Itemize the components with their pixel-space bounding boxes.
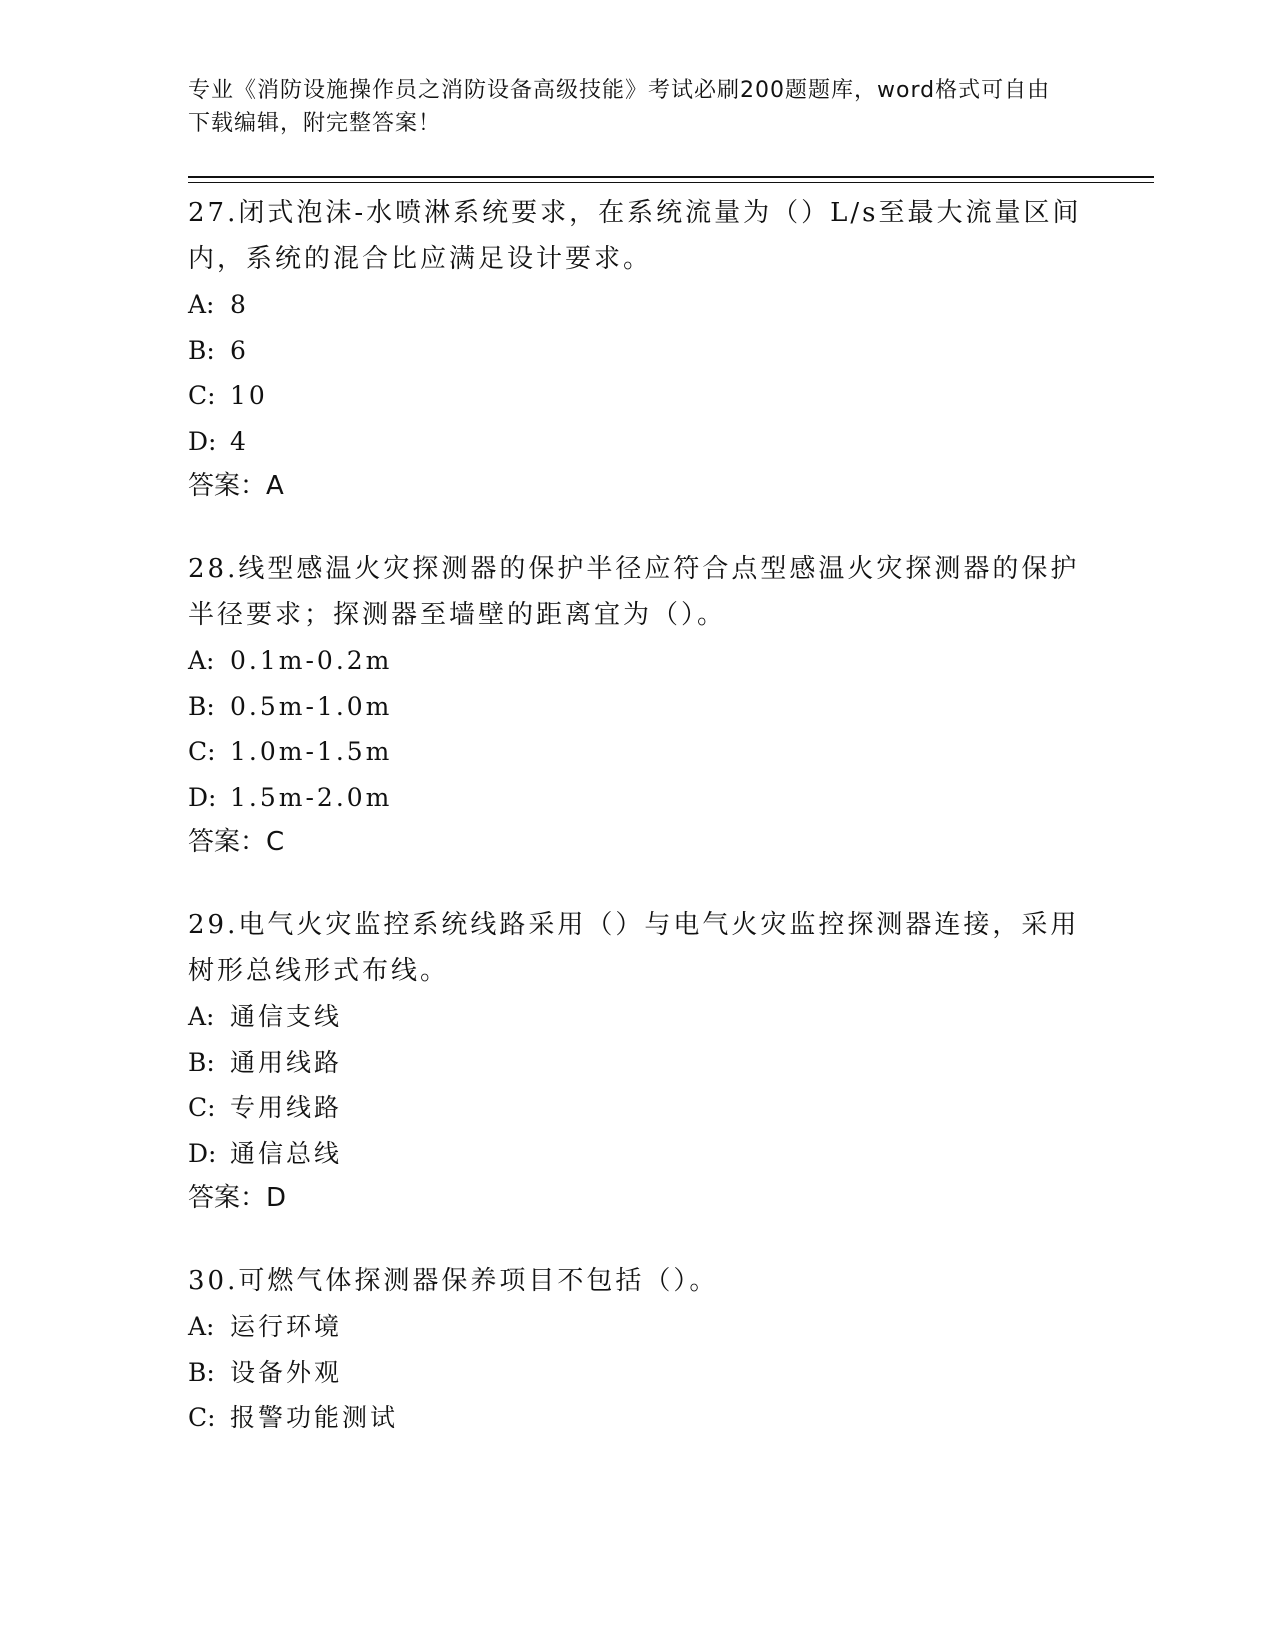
option-b [188,1350,1088,1396]
option-letter: B: [188,1357,215,1387]
option-text: 8 [230,290,249,319]
option-list [188,994,1088,1176]
answer-line: 答案：D [188,1183,287,1213]
option-text: 通用线路 [230,1047,343,1077]
option-letter: A: [188,1312,215,1341]
option-text: 运行环境 [230,1312,343,1341]
option-text: 专用线路 [230,1093,343,1122]
question-list [188,190,1088,1441]
question-27 [188,190,1088,508]
option-d [188,775,1088,821]
option-letter: D: [188,426,217,456]
option-letter: C: [188,1403,216,1432]
option-text: 0.5m-1.0m [230,691,393,721]
option-text: 1.0m-1.5m [230,737,393,766]
option-text: 10 [230,381,268,410]
option-a [188,282,1088,328]
option-b [188,684,1088,730]
option-c [188,729,1088,775]
question-28 [188,546,1088,864]
question-stem: 30.可燃气体探测器保养项目不包括（）。 [188,1266,719,1296]
option-c [188,373,1088,419]
option-letter: C: [188,381,216,410]
option-letter: A: [188,646,215,675]
document-header: 专业《消防设施操作员之消防设备高级技能》考试必刷200题题库，word格式可自由下载编辑，附完整答案！ [188,78,1051,136]
option-letter: C: [188,737,216,766]
option-text: 通信总线 [230,1138,343,1168]
option-letter: B: [188,691,215,721]
answer-line: 答案：C [188,827,285,857]
option-b [188,1040,1088,1086]
option-letter: B: [188,335,215,365]
option-a [188,994,1088,1040]
option-text: 通信支线 [230,1002,343,1031]
option-text: 1.5m-2.0m [230,782,393,812]
option-b [188,328,1088,374]
option-text: 报警功能测试 [230,1403,399,1432]
answer-line: 答案：A [188,471,284,501]
option-letter: D: [188,782,217,812]
question-30 [188,1258,1088,1441]
question-29 [188,902,1088,1220]
option-letter: C: [188,1093,216,1122]
option-d [188,1131,1088,1177]
option-letter: B: [188,1047,215,1077]
question-stem: 28.线型感温火灾探测器的保护半径应符合点型感温火灾探测器的保护半径要求；探测器至墙壁的距离宜为（）。 [188,554,1080,630]
option-letter: D: [188,1138,217,1168]
option-text: 设备外观 [230,1357,343,1387]
option-a [188,1304,1088,1350]
option-text: 4 [230,426,249,456]
header-divider-thin [188,182,1154,183]
option-c [188,1085,1088,1131]
option-list [188,1304,1088,1441]
option-list [188,282,1088,464]
option-text: 0.1m-0.2m [230,646,393,675]
question-stem: 27.闭式泡沫-水喷淋系统要求，在系统流量为（）L/s至最大流量区间内，系统的混合比应满足设计要求。 [188,198,1082,274]
option-letter: A: [188,290,215,319]
option-text: 6 [230,335,249,365]
option-letter: A: [188,1002,215,1031]
option-a [188,638,1088,684]
option-d [188,419,1088,465]
option-c [188,1395,1088,1441]
header-divider [188,176,1154,178]
option-list [188,638,1088,820]
question-stem: 29.电气火灾监控系统线路采用（）与电气火灾监控探测器连接，采用树形总线形式布线。 [188,910,1080,986]
